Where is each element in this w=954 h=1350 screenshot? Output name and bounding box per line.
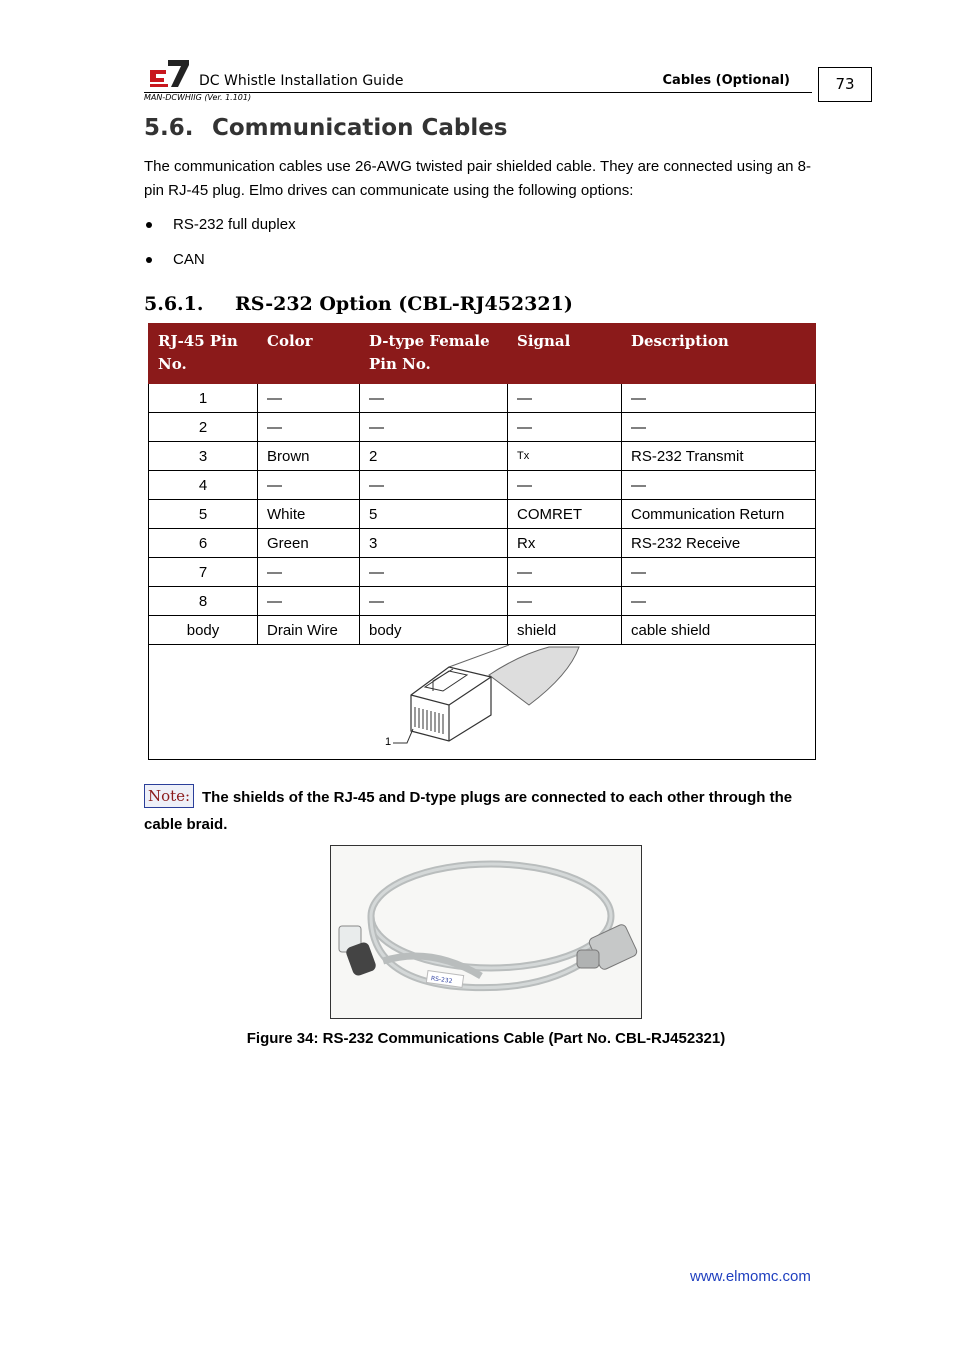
cell-signal: — [508, 413, 622, 442]
table-row [149, 616, 816, 645]
cell-dtype: — [360, 413, 508, 442]
cell-color: — [258, 558, 360, 587]
cell-pin: 1 [149, 384, 258, 413]
cell-color: — [258, 413, 360, 442]
cell-signal: — [508, 471, 622, 500]
list-item: RS-232 full duplex [144, 214, 296, 249]
table-row [149, 587, 816, 616]
cell-signal: Tx [508, 442, 622, 471]
document-title: DC Whistle Installation Guide [199, 73, 404, 89]
cell-description: RS-232 Receive [622, 529, 816, 558]
cell-description: RS-232 Transmit [622, 442, 816, 471]
cell-description: — [622, 384, 816, 413]
section-title: Communication Cables [212, 115, 508, 141]
header-section-label: Cables (Optional) [662, 73, 790, 88]
table-row [149, 413, 816, 442]
cell-dtype: 3 [360, 529, 508, 558]
cell-description: Communication Return [622, 500, 816, 529]
table-row [149, 471, 816, 500]
cell-description: — [622, 471, 816, 500]
table-row [149, 500, 816, 529]
cell-description: — [622, 413, 816, 442]
cell-pin: 6 [149, 529, 258, 558]
table-row [149, 442, 816, 471]
note-tag: Note: [144, 784, 194, 808]
cell-signal: Rx [508, 529, 622, 558]
pinout-table [148, 323, 816, 760]
header-color: Color [258, 324, 360, 384]
cell-dtype: — [360, 558, 508, 587]
table-row [149, 558, 816, 587]
cell-pin: 7 [149, 558, 258, 587]
header-dtype-pin: D-type Female Pin No. [360, 324, 508, 384]
cell-pin: 8 [149, 587, 258, 616]
cell-description: cable shield [622, 616, 816, 645]
cell-color: Brown [258, 442, 360, 471]
cell-pin: body [149, 616, 258, 645]
cell-color: Green [258, 529, 360, 558]
elmo-logo [148, 58, 190, 88]
header-signal: Signal [508, 324, 622, 384]
note-text: The shields of the RJ-45 and D-type plugs are connected to each other through the cable braid. [144, 789, 793, 833]
subsection-title: RS-232 Option (CBL-RJ452321) [235, 293, 573, 315]
cell-pin: 4 [149, 471, 258, 500]
cell-signal: COMRET [508, 500, 622, 529]
cell-signal: shield [508, 616, 622, 645]
cell-color: — [258, 587, 360, 616]
cell-color: — [258, 471, 360, 500]
cell-signal: — [508, 384, 622, 413]
cell-dtype: 2 [360, 442, 508, 471]
header-rj45-pin: RJ-45 Pin No. [149, 324, 258, 384]
cable-photo [330, 845, 642, 1019]
figure-caption: Figure 34: RS-232 Communications Cable (Part No. CBL-RJ452321) [246, 1030, 726, 1047]
cell-color: — [258, 384, 360, 413]
table-header-row [149, 324, 816, 384]
subsection-number: 5.6.1. [144, 293, 204, 315]
section-number: 5.6. [144, 115, 194, 141]
document-version: MAN-DCWHIIG (Ver. 1.101) [144, 93, 252, 102]
table-row [149, 384, 816, 413]
cell-dtype: body [360, 616, 508, 645]
list-item: CAN [144, 249, 296, 284]
cell-signal: — [508, 558, 622, 587]
cell-color: Drain Wire [258, 616, 360, 645]
cell-pin: 2 [149, 413, 258, 442]
cell-dtype: — [360, 471, 508, 500]
cable-label: RS-232 [430, 975, 453, 986]
rj45-diagram-cell [149, 645, 816, 760]
section-heading [144, 115, 508, 141]
header-description: Description [622, 324, 816, 384]
cell-dtype: — [360, 384, 508, 413]
diagram-row [149, 645, 816, 760]
pin-one-label: 1 [385, 736, 392, 748]
cell-signal: — [508, 587, 622, 616]
table-row [149, 529, 816, 558]
footer-website-link[interactable]: www.elmomc.com [690, 1268, 811, 1285]
subsection-heading [144, 293, 573, 315]
cell-pin: 3 [149, 442, 258, 471]
cell-description: — [622, 558, 816, 587]
page-number: 73 [818, 67, 872, 102]
cell-dtype: 5 [360, 500, 508, 529]
options-list [144, 214, 296, 284]
cell-pin: 5 [149, 500, 258, 529]
intro-paragraph: The communication cables use 26-AWG twisted pair shielded cable. They are connected using an 8-pin RJ-45 plug. Elmo drives can communicate using the following options: [144, 158, 812, 199]
cell-color: White [258, 500, 360, 529]
rj45-plug-diagram [149, 645, 813, 759]
cell-dtype: — [360, 587, 508, 616]
cell-description: — [622, 587, 816, 616]
